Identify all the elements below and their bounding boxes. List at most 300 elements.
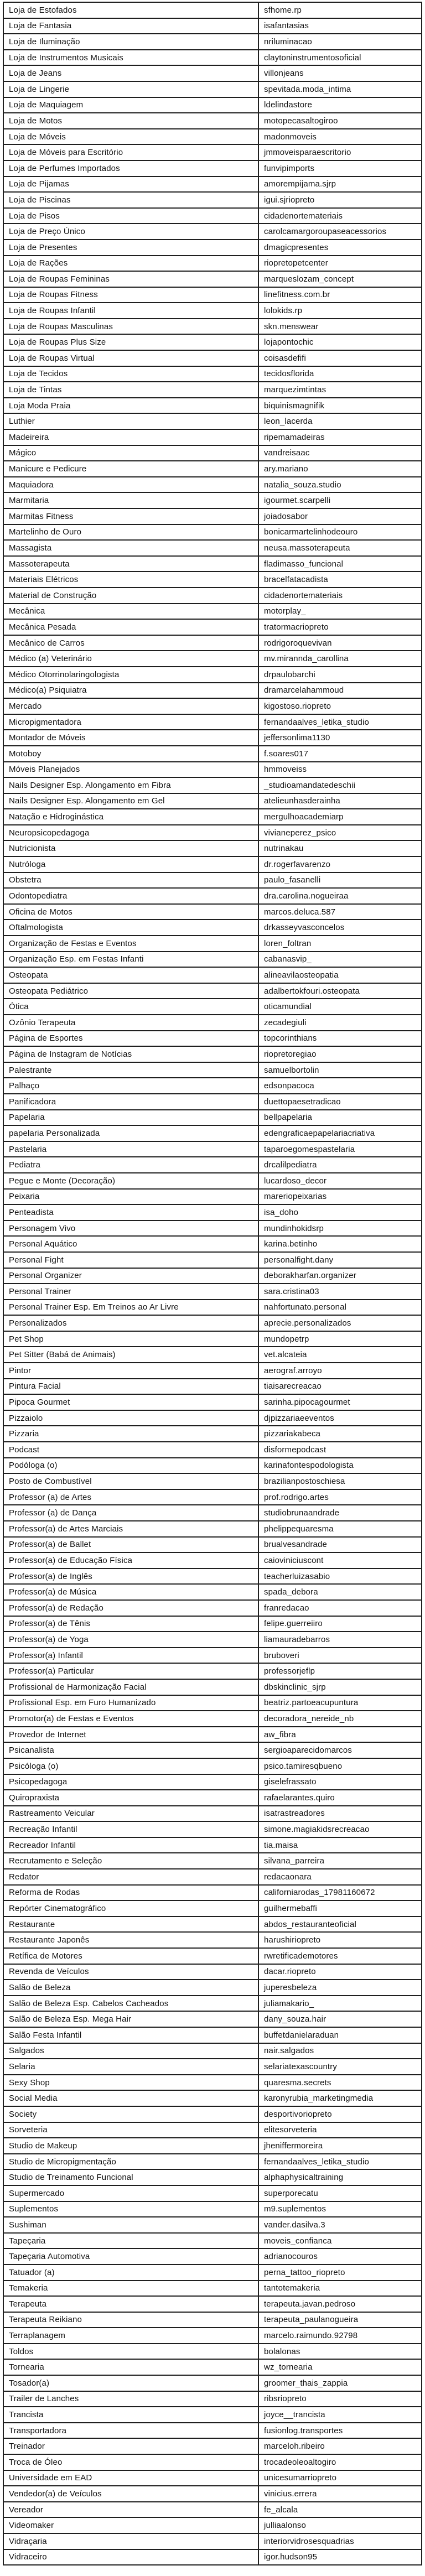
- table-row: [3, 2454, 422, 2470]
- category-cell: Vidraceiro: [3, 2549, 258, 2565]
- category-cell: Panificadora: [3, 1094, 258, 1110]
- handle-cell: nriluminacao: [258, 34, 422, 50]
- handle-cell: ribsriopreto: [258, 2391, 422, 2407]
- table-row: [3, 1869, 422, 1885]
- category-cell: Retífica de Motores: [3, 1948, 258, 1964]
- table-row: [3, 65, 422, 81]
- category-cell: Móveis Planejados: [3, 762, 258, 778]
- table-row: [3, 793, 422, 809]
- handle-cell: fe_alcala: [258, 2502, 422, 2518]
- category-cell: Micropigmentadora: [3, 714, 258, 730]
- table-row: [3, 413, 422, 429]
- category-cell: Podcast: [3, 1442, 258, 1458]
- handle-cell: juliamakario_: [258, 1996, 422, 2012]
- handle-cell: duettopaesetradicao: [258, 1094, 422, 1110]
- handle-cell: terapeuta.javan.pedroso: [258, 2296, 422, 2312]
- table-row: [3, 698, 422, 714]
- table-row: [3, 2027, 422, 2043]
- category-cell: Materiais Elétricos: [3, 572, 258, 588]
- handle-cell: decoradora_nereide_nb: [258, 1711, 422, 1727]
- handle-cell: funvipimports: [258, 160, 422, 176]
- category-cell: Pediatra: [3, 1157, 258, 1173]
- table-row: [3, 1711, 422, 1727]
- table-row: [3, 999, 422, 1015]
- handle-cell: julliaalonso: [258, 2517, 422, 2533]
- category-cell: Montador de Móveis: [3, 730, 258, 746]
- table-row: [3, 1980, 422, 1996]
- handle-cell: professorjeflp: [258, 1663, 422, 1679]
- table-row: [3, 2075, 422, 2091]
- table-row: [3, 825, 422, 841]
- category-cell: Natação e Hidroginástica: [3, 809, 258, 825]
- category-cell: Loja de Roupas Infantil: [3, 303, 258, 319]
- handle-cell: vivianeperez_psico: [258, 825, 422, 841]
- category-cell: Profissional de Harmonização Facial: [3, 1679, 258, 1695]
- category-cell: Terapeuta Reikiano: [3, 2312, 258, 2328]
- handle-cell: natalia_souza.studio: [258, 477, 422, 493]
- handle-cell: cidadenortemateriais: [258, 208, 422, 224]
- category-cell: Massagista: [3, 540, 258, 556]
- table-row: [3, 1616, 422, 1632]
- category-cell: Terraplanagem: [3, 2328, 258, 2344]
- category-cell: Vendedor(a) de Veículos: [3, 2486, 258, 2502]
- table-row: [3, 1157, 422, 1173]
- handle-cell: beatriz.partoeacupuntura: [258, 1695, 422, 1711]
- category-cell: Loja de Tecidos: [3, 366, 258, 382]
- category-cell: Social Media: [3, 2090, 258, 2106]
- table-row: [3, 1473, 422, 1489]
- handle-cell: amorempijama.sjrp: [258, 176, 422, 193]
- handle-cell: franredacao: [258, 1600, 422, 1616]
- table-row: [3, 1948, 422, 1964]
- category-table: [3, 2, 422, 2565]
- handle-cell: tia.maisa: [258, 1837, 422, 1853]
- handle-cell: moveis_confianca: [258, 2233, 422, 2249]
- category-cell: Loja de Roupas Plus Size: [3, 334, 258, 350]
- handle-cell: neusa.massoterapeuta: [258, 540, 422, 556]
- table-row: [3, 2169, 422, 2185]
- table-row: [3, 1252, 422, 1268]
- table-row: [3, 1584, 422, 1600]
- table-row: [3, 1221, 422, 1237]
- table-row: [3, 1996, 422, 2012]
- category-cell: Papelaria: [3, 1110, 258, 1126]
- handle-cell: djpizzariaeeventos: [258, 1410, 422, 1426]
- category-cell: Restaurante: [3, 1917, 258, 1933]
- table-row: [3, 1125, 422, 1141]
- table-row: [3, 1917, 422, 1933]
- category-cell: Loja de Lingerie: [3, 81, 258, 97]
- table-row: [3, 1569, 422, 1585]
- handle-cell: topcorinthians: [258, 1031, 422, 1047]
- category-cell: Promotor(a) de Festas e Eventos: [3, 1711, 258, 1727]
- table-row: [3, 1663, 422, 1679]
- category-cell: Loja de Perfumes Importados: [3, 160, 258, 176]
- table-row: [3, 1537, 422, 1553]
- handle-cell: joyce__trancista: [258, 2407, 422, 2423]
- table-row: [3, 224, 422, 240]
- table-row: [3, 1442, 422, 1458]
- table-row: [3, 730, 422, 746]
- handle-cell: unicesumarriopreto: [258, 2470, 422, 2486]
- table-row: [3, 2185, 422, 2201]
- table-row: [3, 683, 422, 699]
- table-row: [3, 1094, 422, 1110]
- category-cell: Tosador(a): [3, 2375, 258, 2391]
- handle-cell: dacar.riopreto: [258, 1964, 422, 1980]
- handle-cell: lucardoso_decor: [258, 1173, 422, 1189]
- handle-cell: prof.rodrigo.artes: [258, 1489, 422, 1505]
- category-cell: Pet Sitter (Babá de Animais): [3, 1347, 258, 1363]
- category-cell: Osteopata: [3, 967, 258, 983]
- table-row: [3, 1015, 422, 1031]
- handle-cell: caioviniciuscont: [258, 1552, 422, 1569]
- handle-cell: jmmoveisparaescritorio: [258, 144, 422, 160]
- table-row: [3, 840, 422, 856]
- handle-cell: vander.dasilva.3: [258, 2217, 422, 2233]
- table-row: [3, 714, 422, 730]
- category-cell: Nails Designer Esp. Alongamento em Gel: [3, 793, 258, 809]
- table-row: [3, 1900, 422, 1917]
- category-cell: Marmitaria: [3, 492, 258, 508]
- handle-cell: aw_fibra: [258, 1727, 422, 1743]
- category-cell: Loja de Estofados: [3, 2, 258, 18]
- table-row: [3, 2154, 422, 2170]
- category-cell: Pizzaria: [3, 1426, 258, 1442]
- handle-cell: hmmoveiss: [258, 762, 422, 778]
- category-cell: Médico(a) Psiquiatra: [3, 683, 258, 699]
- category-cell: Selaria: [3, 2059, 258, 2075]
- category-cell: Sexy Shop: [3, 2075, 258, 2091]
- handle-cell: vinicius.errera: [258, 2486, 422, 2502]
- category-cell: Reforma de Rodas: [3, 1885, 258, 1901]
- handle-cell: kigostoso.riopreto: [258, 698, 422, 714]
- table-row: [3, 1695, 422, 1711]
- category-cell: Mecânica: [3, 604, 258, 620]
- handle-cell: tecidosflorida: [258, 366, 422, 382]
- table-row: [3, 1331, 422, 1347]
- table-row: [3, 1204, 422, 1221]
- table-row: [3, 319, 422, 335]
- table-row: [3, 2106, 422, 2122]
- handle-cell: teacherluizasabio: [258, 1569, 422, 1585]
- table-row: [3, 635, 422, 651]
- handle-cell: ripemamadeiras: [258, 429, 422, 445]
- handle-cell: vet.alcateia: [258, 1347, 422, 1363]
- handle-cell: claytoninstrumentosoficial: [258, 50, 422, 66]
- table-row: [3, 904, 422, 920]
- handle-cell: superporecatu: [258, 2185, 422, 2201]
- table-row: [3, 1932, 422, 1948]
- handle-cell: mundopetrp: [258, 1331, 422, 1347]
- category-cell: Osteopata Pediátrico: [3, 983, 258, 999]
- category-cell: Personal Trainer: [3, 1284, 258, 1300]
- table-row: [3, 1853, 422, 1869]
- table-row: [3, 2138, 422, 2154]
- handle-cell: mv.mirannda_carollina: [258, 651, 422, 667]
- handle-cell: buffetdanielaraduan: [258, 2027, 422, 2043]
- table-row: [3, 492, 422, 508]
- handle-cell: deborakharfan.organizer: [258, 1268, 422, 1284]
- table-row: [3, 1236, 422, 1252]
- handle-cell: mergulhoacademiarp: [258, 809, 422, 825]
- handle-cell: studiobrunaandrade: [258, 1505, 422, 1521]
- table-row: [3, 1410, 422, 1426]
- category-cell: Trailer de Lanches: [3, 2391, 258, 2407]
- category-cell: Pegue e Monte (Decoração): [3, 1173, 258, 1189]
- handle-cell: nutrinakau: [258, 840, 422, 856]
- table-row: [3, 2438, 422, 2454]
- table-row: [3, 2312, 422, 2328]
- category-cell: Ótica: [3, 999, 258, 1015]
- category-cell: Professor(a) de Tênis: [3, 1616, 258, 1632]
- handle-cell: motopecasaltogiroo: [258, 113, 422, 129]
- category-cell: Tapeçaria: [3, 2233, 258, 2249]
- category-cell: Repórter Cinematográfico: [3, 1900, 258, 1917]
- handle-cell: jeffersonlima1130: [258, 730, 422, 746]
- category-cell: Restaurante Japonês: [3, 1932, 258, 1948]
- table-row: [3, 1505, 422, 1521]
- table-row: [3, 81, 422, 97]
- table-row: [3, 382, 422, 398]
- category-cell: Loja de Pijamas: [3, 176, 258, 193]
- handle-cell: marcelo.raimundo.92798: [258, 2328, 422, 2344]
- category-cell: Professor(a) de Educação Física: [3, 1552, 258, 1569]
- table-row: [3, 1821, 422, 1837]
- category-table-body: [3, 2, 422, 2565]
- table-row: [3, 572, 422, 588]
- category-cell: Redator: [3, 1869, 258, 1885]
- category-cell: Palhaço: [3, 1078, 258, 1094]
- table-row: [3, 2201, 422, 2217]
- category-cell: Madeireira: [3, 429, 258, 445]
- handle-cell: disformepodcast: [258, 1442, 422, 1458]
- category-cell: Organização Esp. em Festas Infanti: [3, 952, 258, 968]
- category-cell: Loja de Roupas Masculinas: [3, 319, 258, 335]
- handle-cell: taparoegomespastelaria: [258, 1141, 422, 1157]
- handle-cell: adrianocouros: [258, 2248, 422, 2265]
- table-row: [3, 2502, 422, 2518]
- table-row: [3, 1189, 422, 1205]
- handle-cell: fladimasso_funcional: [258, 556, 422, 572]
- category-cell: Professor(a) de Redação: [3, 1600, 258, 1616]
- handle-cell: lolokids.rp: [258, 303, 422, 319]
- table-row: [3, 1632, 422, 1648]
- handle-cell: tantotemakeria: [258, 2281, 422, 2297]
- handle-cell: marquezimtintas: [258, 382, 422, 398]
- handle-cell: dr.rogerfavarenzo: [258, 856, 422, 872]
- table-row: [3, 936, 422, 952]
- table-row: [3, 920, 422, 936]
- handle-cell: igui.sjriopreto: [258, 192, 422, 208]
- category-cell: Loja de Maquiagem: [3, 97, 258, 113]
- handle-cell: elitesorveteria: [258, 2122, 422, 2138]
- table-row: [3, 208, 422, 224]
- table-row: [3, 334, 422, 350]
- handle-cell: isa_doho: [258, 1204, 422, 1221]
- category-cell: Sorveteria: [3, 2122, 258, 2138]
- category-cell: Professor(a) de Inglês: [3, 1569, 258, 1585]
- handle-cell: mareriopeixarias: [258, 1189, 422, 1205]
- handle-cell: aprecie.personalizados: [258, 1315, 422, 1331]
- category-cell: Maquiadora: [3, 477, 258, 493]
- table-row: [3, 350, 422, 366]
- category-cell: papelaria Personalizada: [3, 1125, 258, 1141]
- category-cell: Loja de Móveis para Escritório: [3, 144, 258, 160]
- handle-cell: brualvesandrade: [258, 1537, 422, 1553]
- handle-cell: bolalonas: [258, 2344, 422, 2360]
- handle-cell: harushiriopreto: [258, 1932, 422, 1948]
- table-row: [3, 1885, 422, 1901]
- table-row: [3, 113, 422, 129]
- category-cell: Obstetra: [3, 872, 258, 889]
- handle-cell: dramarcelahammoud: [258, 683, 422, 699]
- table-row: [3, 2517, 422, 2533]
- handle-cell: aerograf.arroyo: [258, 1363, 422, 1379]
- handle-cell: fernandaalves_letika_studio: [258, 714, 422, 730]
- handle-cell: karinafontespodologista: [258, 1458, 422, 1474]
- table-row: [3, 144, 422, 160]
- category-cell: Sushiman: [3, 2217, 258, 2233]
- handle-cell: bruboveri: [258, 1648, 422, 1664]
- handle-cell: motorplay_: [258, 604, 422, 620]
- table-row: [3, 1806, 422, 1822]
- table-row: [3, 1379, 422, 1395]
- table-row: [3, 1031, 422, 1047]
- handle-cell: leon_lacerda: [258, 413, 422, 429]
- category-cell: Psicóloga (o): [3, 1758, 258, 1774]
- handle-cell: coisasdefifi: [258, 350, 422, 366]
- category-cell: Martelinho de Ouro: [3, 524, 258, 541]
- category-cell: Society: [3, 2106, 258, 2122]
- category-cell: Material de Construção: [3, 588, 258, 604]
- table-row: [3, 1552, 422, 1569]
- table-row: [3, 1758, 422, 1774]
- table-row: [3, 2011, 422, 2027]
- table-row: [3, 1964, 422, 1980]
- table-row: [3, 1062, 422, 1078]
- category-cell: Loja de Jeans: [3, 65, 258, 81]
- category-cell: Vereador: [3, 2502, 258, 2518]
- table-row: [3, 2059, 422, 2075]
- handle-cell: californiarodas_17981160672: [258, 1885, 422, 1901]
- handle-cell: phelippequaresma: [258, 1521, 422, 1537]
- table-row: [3, 1458, 422, 1474]
- handle-cell: edsonpacoca: [258, 1078, 422, 1094]
- category-cell: Personagem Vivo: [3, 1221, 258, 1237]
- handle-cell: linefitness.com.br: [258, 287, 422, 303]
- handle-cell: nair.salgados: [258, 2043, 422, 2059]
- table-row: [3, 240, 422, 256]
- category-cell: Mecânico de Carros: [3, 635, 258, 651]
- handle-cell: giselefrassato: [258, 1774, 422, 1790]
- category-cell: Profissional Esp. em Furo Humanizado: [3, 1695, 258, 1711]
- handle-cell: fusionlog.transportes: [258, 2423, 422, 2439]
- handle-cell: trocadeoleoaltogiro: [258, 2454, 422, 2470]
- handle-cell: oticamundial: [258, 999, 422, 1015]
- category-cell: Supermercado: [3, 2185, 258, 2201]
- category-cell: Salgados: [3, 2043, 258, 2059]
- table-row: [3, 50, 422, 66]
- table-row: [3, 1679, 422, 1695]
- category-cell: Professor(a) de Ballet: [3, 1537, 258, 1553]
- category-cell: Loja de Fantasia: [3, 18, 258, 34]
- category-cell: Loja de Rações: [3, 256, 258, 272]
- handle-cell: spevitada.moda_intima: [258, 81, 422, 97]
- handle-cell: mundinhokidsrp: [258, 1221, 422, 1237]
- table-row: [3, 1268, 422, 1284]
- table-row: [3, 2090, 422, 2106]
- handle-cell: bellpapelaria: [258, 1110, 422, 1126]
- category-cell: Loja de Roupas Fitness: [3, 287, 258, 303]
- handle-cell: ary.mariano: [258, 461, 422, 477]
- table-row: [3, 1648, 422, 1664]
- table-row: [3, 34, 422, 50]
- category-cell: Odontopediatra: [3, 888, 258, 904]
- table-row: [3, 429, 422, 445]
- table-row: [3, 1300, 422, 1316]
- table-row: [3, 1173, 422, 1189]
- category-cell: Neuropsicopedagoga: [3, 825, 258, 841]
- table-row: [3, 97, 422, 113]
- handle-cell: joiadosabor: [258, 508, 422, 524]
- category-cell: Pipoca Gourmet: [3, 1394, 258, 1410]
- category-cell: Mágico: [3, 445, 258, 461]
- table-row: [3, 271, 422, 287]
- table-row: [3, 604, 422, 620]
- category-cell: Loja de Instrumentos Musicais: [3, 50, 258, 66]
- category-cell: Loja de Roupas Femininas: [3, 271, 258, 287]
- table-row: [3, 888, 422, 904]
- handle-cell: spada_debora: [258, 1584, 422, 1600]
- category-cell: Pintura Facial: [3, 1379, 258, 1395]
- table-row: [3, 461, 422, 477]
- table-row: [3, 1347, 422, 1363]
- handle-cell: sarinha.pipocagourmet: [258, 1394, 422, 1410]
- category-cell: Provedor de Internet: [3, 1727, 258, 1743]
- table-row: [3, 2375, 422, 2391]
- handle-cell: zecadegiuli: [258, 1015, 422, 1031]
- handle-cell: biquinismagnifik: [258, 398, 422, 414]
- category-cell: Universidade em EAD: [3, 2470, 258, 2486]
- category-cell: Penteadista: [3, 1204, 258, 1221]
- table-row: [3, 1394, 422, 1410]
- handle-cell: rodrigoroquevivan: [258, 635, 422, 651]
- category-cell: Psicanalista: [3, 1742, 258, 1758]
- handle-cell: m9.suplementos: [258, 2201, 422, 2217]
- table-row: [3, 524, 422, 541]
- handle-cell: dbskinclinic_sjrp: [258, 1679, 422, 1695]
- category-cell: Médico (a) Veterinário: [3, 651, 258, 667]
- category-cell: Manicure e Pedicure: [3, 461, 258, 477]
- handle-cell: marqueslozam_concept: [258, 271, 422, 287]
- handle-cell: fernandaalves_letika_studio: [258, 2154, 422, 2170]
- category-cell: Professor (a) de Dança: [3, 1505, 258, 1521]
- table-row: [3, 129, 422, 145]
- handle-cell: carolcamargoroupaseacessorios: [258, 224, 422, 240]
- category-cell: Terapeuta: [3, 2296, 258, 2312]
- table-row: [3, 777, 422, 793]
- category-cell: Massoterapeuta: [3, 556, 258, 572]
- table-row: [3, 1141, 422, 1157]
- category-cell: Personal Organizer: [3, 1268, 258, 1284]
- table-row: [3, 1837, 422, 1853]
- handle-cell: f.soares017: [258, 746, 422, 762]
- category-cell: Loja de Piscinas: [3, 192, 258, 208]
- table-row: [3, 856, 422, 872]
- category-cell: Página de Esportes: [3, 1031, 258, 1047]
- table-row: [3, 556, 422, 572]
